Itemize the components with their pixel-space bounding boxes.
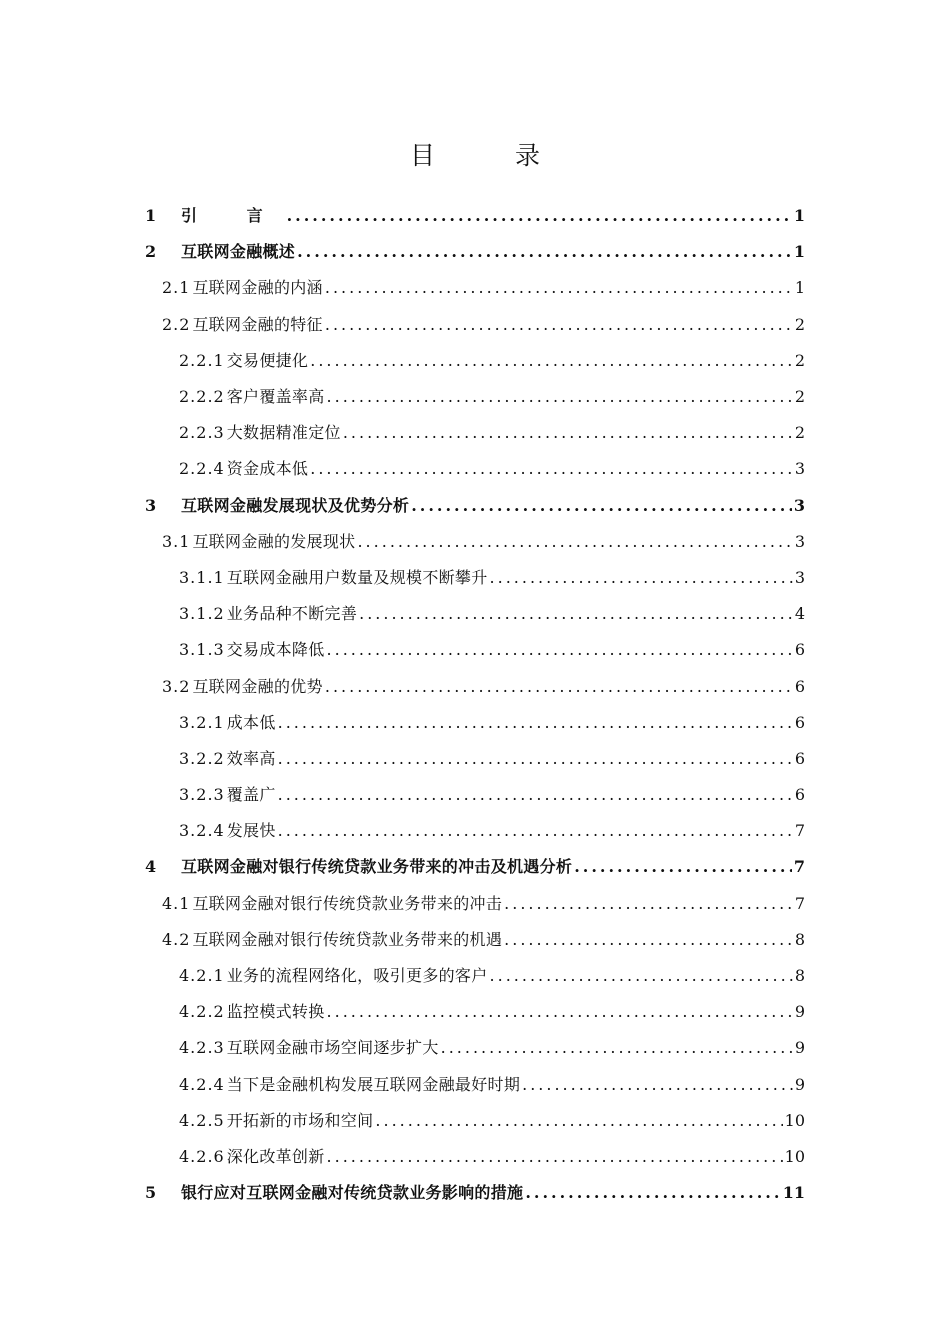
toc-page-number: 11 bbox=[782, 1183, 805, 1203]
toc-entry-number: 3.2.2 bbox=[179, 748, 225, 768]
toc-dot-leader bbox=[278, 749, 793, 769]
toc-entry-number: 1 bbox=[145, 206, 157, 226]
toc-entry[interactable] bbox=[0, 488, 950, 524]
toc-page-number: 1 bbox=[793, 206, 805, 226]
toc-entry-title: 当下是金融机构发展互联网金融最好时期 bbox=[226, 1074, 521, 1094]
toc-entry-number: 4.1 bbox=[162, 893, 191, 913]
toc-entry-title: 开拓新的市场和空间 bbox=[226, 1110, 374, 1130]
toc-entry-title: 业务的流程网络化，吸引更多的客户 bbox=[226, 966, 488, 986]
toc-entry-title: 互联网金融的发展现状 bbox=[192, 531, 356, 551]
toc-dot-leader bbox=[310, 459, 793, 479]
toc-entry-number: 2.2.1 bbox=[179, 350, 225, 370]
toc-dot-leader bbox=[327, 1147, 783, 1167]
toc-entry-number: 2.1 bbox=[162, 278, 191, 298]
toc-entry-number: 3.1.2 bbox=[179, 604, 225, 624]
toc-page-number: 6 bbox=[794, 748, 805, 768]
toc-page-number: 10 bbox=[784, 1110, 805, 1130]
toc-entry[interactable] bbox=[0, 234, 950, 270]
toc-dot-leader bbox=[278, 713, 793, 733]
toc-entry-number: 4.2.2 bbox=[179, 1002, 225, 1022]
toc-entry-number: 2.2.2 bbox=[179, 387, 225, 407]
toc-entry-title: 互联网金融发展现状及优势分析 bbox=[181, 495, 410, 515]
toc-entry-title: 互联网金融市场空间逐步扩大 bbox=[226, 1038, 439, 1058]
toc-dot-leader bbox=[375, 1111, 782, 1131]
toc-page-number: 3 bbox=[793, 495, 805, 515]
toc-entry-number: 3 bbox=[145, 495, 157, 515]
toc-entry-number: 4 bbox=[145, 857, 157, 877]
toc-page-number: 6 bbox=[794, 676, 805, 696]
toc-entry[interactable] bbox=[0, 198, 950, 234]
toc-page-number: 9 bbox=[794, 1002, 805, 1022]
toc-entry-number: 4.2.6 bbox=[179, 1146, 225, 1166]
toc-entry-number: 3.2 bbox=[162, 676, 191, 696]
toc-entry[interactable] bbox=[0, 958, 950, 994]
toc-entry-title: 引 言 bbox=[181, 206, 285, 226]
toc-page-number: 3 bbox=[794, 459, 805, 479]
toc-page-number: 7 bbox=[794, 893, 805, 913]
toc-page-number: 6 bbox=[794, 712, 805, 732]
toc-page-number: 2 bbox=[794, 423, 805, 443]
toc-entry[interactable] bbox=[0, 632, 950, 668]
toc-entry[interactable] bbox=[0, 813, 950, 849]
toc-entry[interactable] bbox=[0, 1103, 950, 1139]
toc-entry[interactable] bbox=[0, 451, 950, 487]
toc-dot-leader bbox=[297, 242, 792, 262]
toc-entry-title: 资金成本低 bbox=[226, 459, 309, 479]
toc-entry-number: 5 bbox=[145, 1183, 157, 1203]
toc-entry-number: 3.1 bbox=[162, 531, 191, 551]
toc-entry-title: 互联网金融用户数量及规模不断攀升 bbox=[226, 567, 488, 587]
toc-page-number: 1 bbox=[794, 278, 805, 298]
toc-page-number: 6 bbox=[794, 640, 805, 660]
toc-entry[interactable] bbox=[0, 379, 950, 415]
toc-entry-number: 3.2.4 bbox=[179, 821, 225, 841]
toc-entry[interactable] bbox=[0, 270, 950, 306]
toc-entry-title: 覆盖广 bbox=[226, 785, 276, 805]
toc-entry-title: 监控模式转换 bbox=[226, 1002, 325, 1022]
toc-entry-number: 4.2.5 bbox=[179, 1110, 225, 1130]
toc-entry[interactable] bbox=[0, 922, 950, 958]
toc-page-number: 3 bbox=[794, 567, 805, 587]
toc-entry-number: 3.2.3 bbox=[179, 785, 225, 805]
toc-entry[interactable] bbox=[0, 307, 950, 343]
toc-page-number: 9 bbox=[794, 1074, 805, 1094]
toc-entry-number: 4.2.1 bbox=[179, 966, 225, 986]
toc-dot-leader bbox=[411, 496, 792, 516]
toc-dot-leader bbox=[525, 1183, 780, 1203]
toc-entry-title: 互联网金融对银行传统贷款业务带来的冲击 bbox=[192, 893, 503, 913]
toc-entry[interactable] bbox=[0, 560, 950, 596]
toc-entry-title: 互联网金融对银行传统贷款业务带来的机遇 bbox=[192, 929, 503, 949]
toc-page-number: 2 bbox=[794, 350, 805, 370]
toc-entry[interactable] bbox=[0, 1175, 950, 1211]
toc-dot-leader bbox=[357, 532, 792, 552]
toc-entry-number: 2.2 bbox=[162, 314, 191, 334]
toc-entry[interactable] bbox=[0, 777, 950, 813]
toc-entry-title: 交易便捷化 bbox=[226, 350, 309, 370]
toc-entry-number: 2.2.4 bbox=[179, 459, 225, 479]
toc-entry-title: 交易成本降低 bbox=[226, 640, 325, 660]
toc-entry[interactable] bbox=[0, 994, 950, 1030]
toc-page-number: 7 bbox=[794, 821, 805, 841]
toc-entry-title: 互联网金融概述 bbox=[181, 242, 296, 262]
toc-dot-leader bbox=[327, 1002, 793, 1022]
toc-entry-number: 4.2 bbox=[162, 929, 191, 949]
toc-entry-number: 4.2.4 bbox=[179, 1074, 225, 1094]
toc-dot-leader bbox=[278, 821, 793, 841]
toc-entry-number: 3.2.1 bbox=[179, 712, 225, 732]
toc-entry-number: 4.2.3 bbox=[179, 1038, 225, 1058]
toc-dot-leader bbox=[327, 387, 793, 407]
toc-dot-leader bbox=[574, 857, 792, 877]
toc-entry-title: 成本低 bbox=[226, 712, 276, 732]
toc-entry-number: 3.1.1 bbox=[179, 567, 225, 587]
toc-entry-number: 2 bbox=[145, 242, 157, 262]
toc-entry[interactable] bbox=[0, 1030, 950, 1066]
toc-dot-leader bbox=[310, 351, 793, 371]
toc-entry[interactable] bbox=[0, 705, 950, 741]
toc-entry[interactable] bbox=[0, 596, 950, 632]
table-of-contents bbox=[0, 198, 950, 1211]
toc-page-number: 9 bbox=[794, 1038, 805, 1058]
toc-dot-leader bbox=[327, 640, 793, 660]
toc-entry[interactable] bbox=[0, 524, 950, 560]
toc-entry[interactable] bbox=[0, 1139, 950, 1175]
toc-dot-leader bbox=[325, 677, 793, 697]
toc-page-number: 7 bbox=[793, 857, 805, 877]
toc-dot-leader bbox=[359, 604, 793, 624]
toc-entry-number: 3.1.3 bbox=[179, 640, 225, 660]
toc-page-number: 8 bbox=[794, 929, 805, 949]
toc-dot-leader bbox=[490, 568, 793, 588]
toc-page-number: 4 bbox=[794, 604, 805, 624]
toc-dot-leader bbox=[522, 1075, 793, 1095]
toc-entry[interactable] bbox=[0, 415, 950, 451]
toc-title: 目 录 bbox=[410, 141, 576, 170]
toc-page-number: 2 bbox=[794, 387, 805, 407]
toc-dot-leader bbox=[504, 930, 793, 950]
toc-entry-title: 业务品种不断完善 bbox=[226, 604, 358, 624]
toc-entry-title: 大数据精准定位 bbox=[226, 423, 341, 443]
toc-page-number: 8 bbox=[794, 966, 805, 986]
toc-dot-leader bbox=[504, 894, 793, 914]
toc-page-number: 1 bbox=[793, 242, 805, 262]
toc-entry[interactable] bbox=[0, 849, 950, 885]
toc-entry[interactable] bbox=[0, 668, 950, 704]
toc-entry[interactable] bbox=[0, 741, 950, 777]
toc-entry-title: 互联网金融对银行传统贷款业务带来的冲击及机遇分析 bbox=[181, 857, 573, 877]
toc-page-number: 6 bbox=[794, 785, 805, 805]
toc-dot-leader bbox=[325, 278, 793, 298]
toc-dot-leader bbox=[325, 315, 793, 335]
toc-dot-leader bbox=[287, 206, 792, 226]
toc-entry-title: 互联网金融的特征 bbox=[192, 314, 323, 334]
toc-entry-title: 互联网金融的优势 bbox=[192, 676, 323, 696]
toc-entry-title: 银行应对互联网金融对传统贷款业务影响的措施 bbox=[181, 1183, 524, 1203]
toc-entry[interactable] bbox=[0, 886, 950, 922]
toc-entry-title: 深化改革创新 bbox=[226, 1146, 325, 1166]
toc-entry-title: 互联网金融的内涵 bbox=[192, 278, 323, 298]
toc-page-number: 3 bbox=[794, 531, 805, 551]
toc-dot-leader bbox=[441, 1038, 793, 1058]
toc-entry-number: 2.2.3 bbox=[179, 423, 225, 443]
toc-entry-title: 发展快 bbox=[226, 821, 276, 841]
toc-dot-leader bbox=[343, 423, 793, 443]
toc-dot-leader bbox=[490, 966, 793, 986]
toc-entry[interactable] bbox=[0, 343, 950, 379]
toc-entry-title: 效率高 bbox=[226, 748, 276, 768]
toc-page-number: 2 bbox=[794, 314, 805, 334]
toc-entry-title: 客户覆盖率高 bbox=[226, 387, 325, 407]
toc-page-number: 10 bbox=[784, 1146, 805, 1166]
toc-entry[interactable] bbox=[0, 1067, 950, 1103]
toc-dot-leader bbox=[278, 785, 793, 805]
